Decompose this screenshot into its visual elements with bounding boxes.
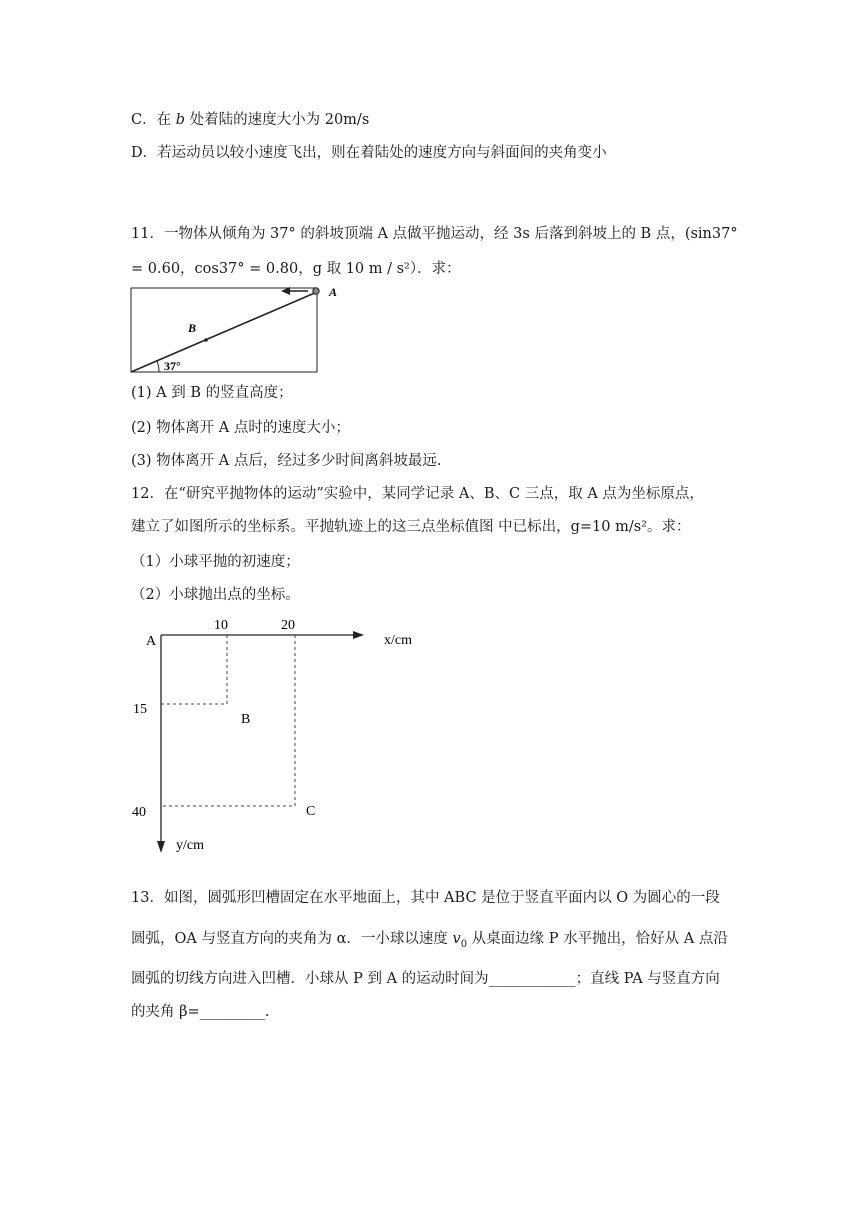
x-axis-label: x/cm bbox=[384, 633, 412, 648]
y-tick-15: 15 bbox=[133, 702, 147, 717]
label-a: A bbox=[329, 285, 338, 299]
q13-stem-line3: 圆弧的切线方向进入凹槽．小球从 P 到 A 的运动时间为____________；直线 PA 与竖直方向 bbox=[131, 971, 720, 987]
q12-sub2: （2）小球抛出点的坐标。 bbox=[131, 587, 300, 603]
point-c-label: C bbox=[306, 804, 316, 819]
angle-arc bbox=[157, 361, 159, 372]
q13-stem-line2: 圆弧，OA 与竖直方向的夹角为 α．一小球以速度 $v_0$ 从桌面边缘 P 水平抛出，恰好从 A 点沿 bbox=[131, 931, 728, 950]
q11-sub1: (1) A 到 B 的竖直高度； bbox=[131, 385, 293, 401]
y-axis-label: y/cm bbox=[176, 838, 204, 853]
q10-option-d: D．若运动员以较小速度飞出，则在着陆处的速度方向与斜面间的夹角变小 bbox=[131, 145, 607, 161]
label-b: B bbox=[188, 321, 197, 335]
x-axis-arrow-icon bbox=[353, 631, 364, 639]
q11-sub3: (3) 物体离开 A 点后，经过多少时间离斜坡最远. bbox=[131, 453, 442, 469]
point-a-dot bbox=[313, 288, 319, 294]
angle-label: 37° bbox=[164, 359, 181, 373]
q13-stem-line1: 13．如图，圆弧形凹槽固定在水平地面上，其中 ABC 是位于竖直平面内以 O 为圆心的一段 bbox=[131, 890, 720, 906]
q12-sub1: （1）小球平抛的初速度； bbox=[131, 554, 300, 570]
q11-sub2: (2) 物体离开 A 点时的速度大小； bbox=[131, 420, 350, 436]
q11-slope-figure bbox=[126, 284, 346, 376]
incline-line bbox=[131, 292, 317, 372]
q11-stem-line2: = 0.60，cos37° = 0.80，g 取 10 m / s²）．求： bbox=[131, 261, 461, 277]
q11-stem-line1: 11．一物体从倾角为 37° 的斜坡顶端 A 点做平抛运动，经 3s 后落到斜坡上的 B 点，(sin37° bbox=[131, 226, 738, 242]
point-c-guides bbox=[161, 635, 295, 806]
origin-label: A bbox=[146, 634, 157, 649]
point-b-label: B bbox=[241, 712, 251, 727]
point-b-guides bbox=[161, 635, 227, 704]
q10-option-c: C．在 b 处着陆的速度大小为 20m/s bbox=[131, 112, 370, 128]
y-axis-arrow-icon bbox=[157, 841, 165, 853]
q12-stem-line2: 建立了如图所示的坐标系。平抛轨迹上的这三点坐标值图 中已标出，g=10 m/s²。求： bbox=[131, 519, 691, 535]
y-tick-40: 40 bbox=[132, 805, 146, 820]
x-tick-10: 10 bbox=[214, 618, 228, 633]
q12-stem-line1: 12．在“研究平抛物体的运动”实验中，某同学记录 A、B、C 三点，取 A 点为坐标原点， bbox=[131, 486, 704, 502]
point-b-dot bbox=[204, 338, 208, 342]
x-tick-20: 20 bbox=[281, 618, 295, 633]
q12-coordinate-figure bbox=[126, 612, 426, 862]
q13-stem-line4: 的夹角 β=_________. bbox=[131, 1004, 270, 1020]
